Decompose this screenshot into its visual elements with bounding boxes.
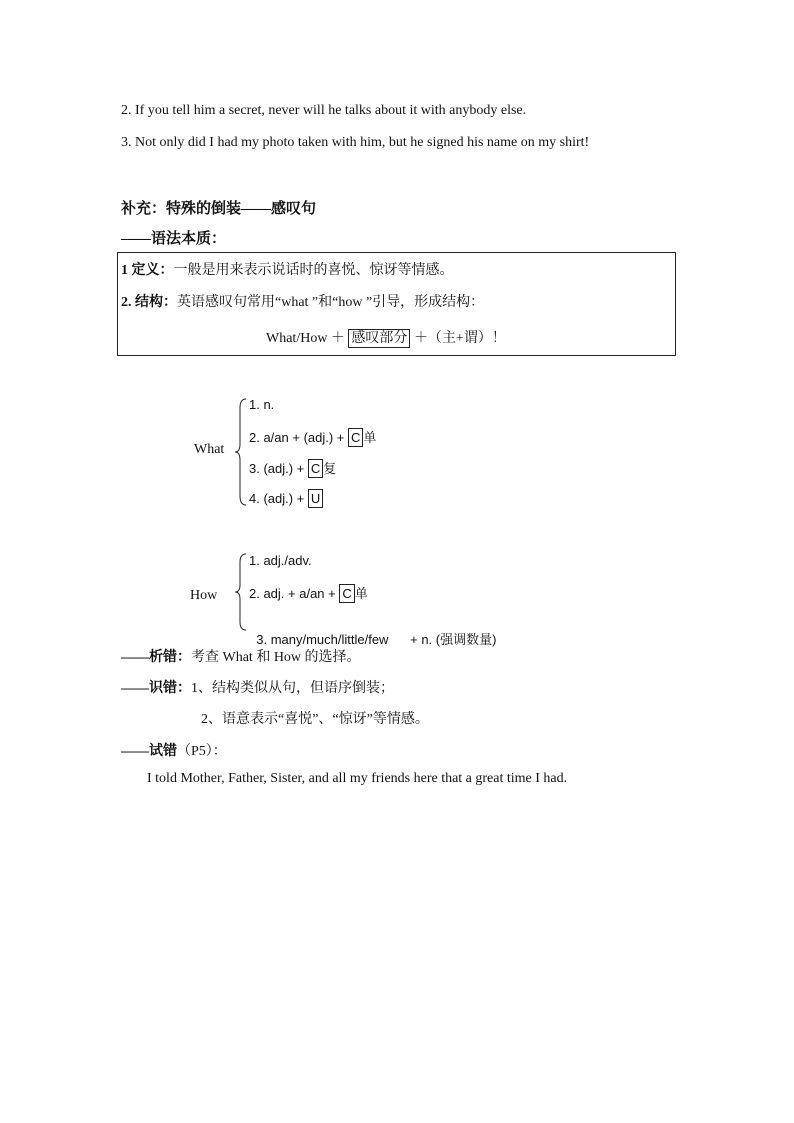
formula-prefix: What/How ＋ — [266, 331, 349, 346]
uncountable-box: U — [308, 489, 323, 508]
what-label: What — [194, 442, 225, 457]
how-label: How — [190, 588, 218, 603]
trial-line — [121, 740, 227, 760]
identify-label: ——识错： — [121, 681, 191, 696]
what-item-2: 2. a/an + (adj.) + C 单 — [249, 430, 377, 445]
what-item-1: 1. n. — [249, 397, 275, 412]
what-item-3: 3. (adj.) + C 复 — [249, 461, 337, 476]
structure-text: 英语感叹句常用“what ”和“how ”引导，形成结构： — [177, 295, 485, 310]
analysis-label: ——析错： — [121, 650, 191, 665]
section-title: 补充：特殊的倒装——感叹句 — [121, 201, 317, 217]
example-sentence-2: 2. If you tell him a secret, never will he talks about it with anybody else. — [121, 103, 527, 118]
trial-sentence: I told Mother, Father, Sister, and all my friends here that a great time I had. — [147, 771, 568, 786]
countable-plural-box: C — [308, 459, 323, 478]
identify-point-2: 2、语意表示“喜悦”、“惊讶”等情感。 — [201, 712, 429, 727]
identify-line — [121, 677, 394, 697]
trial-reference: （P5）： — [177, 744, 227, 759]
analysis-text: 考查 What 和 How 的选择。 — [191, 650, 361, 665]
what-brace — [234, 398, 248, 506]
formula-boxed-part: 感叹部分 — [348, 329, 410, 348]
how-item-3: 3. many/much/little/few + n. (强调数量) — [256, 632, 497, 647]
structure-line — [121, 291, 484, 311]
countable-singular-box: C — [348, 428, 363, 447]
countable-singular-box-how: C — [339, 584, 354, 603]
definition-text: 一般是用来表示说话时的喜悦、惊讶等情感。 — [173, 263, 454, 278]
what-item-4: 4. (adj.) + U — [249, 489, 323, 508]
definition-label: 1 定义： — [121, 263, 174, 278]
structure-label: 2. 结构： — [121, 295, 177, 310]
identify-point-1: 1、结构类似从句，但语序倒装； — [191, 681, 394, 696]
how-item-2: 2. adj. + a/an + C 单 — [249, 586, 368, 601]
trial-label: ——试错 — [121, 744, 177, 759]
how-brace — [234, 553, 248, 631]
analysis-line — [121, 646, 361, 666]
example-sentence-3: 3. Not only did I had my photo taken with him, but he signed his name on my shirt! — [121, 135, 590, 150]
grammar-essence-heading: ——语法本质： — [121, 231, 227, 247]
how-item-1: 1. adj./adv. — [249, 553, 312, 568]
definition-line — [121, 259, 454, 279]
formula-suffix: ＋（主+谓）！ — [410, 331, 506, 346]
structure-formula — [266, 327, 506, 348]
